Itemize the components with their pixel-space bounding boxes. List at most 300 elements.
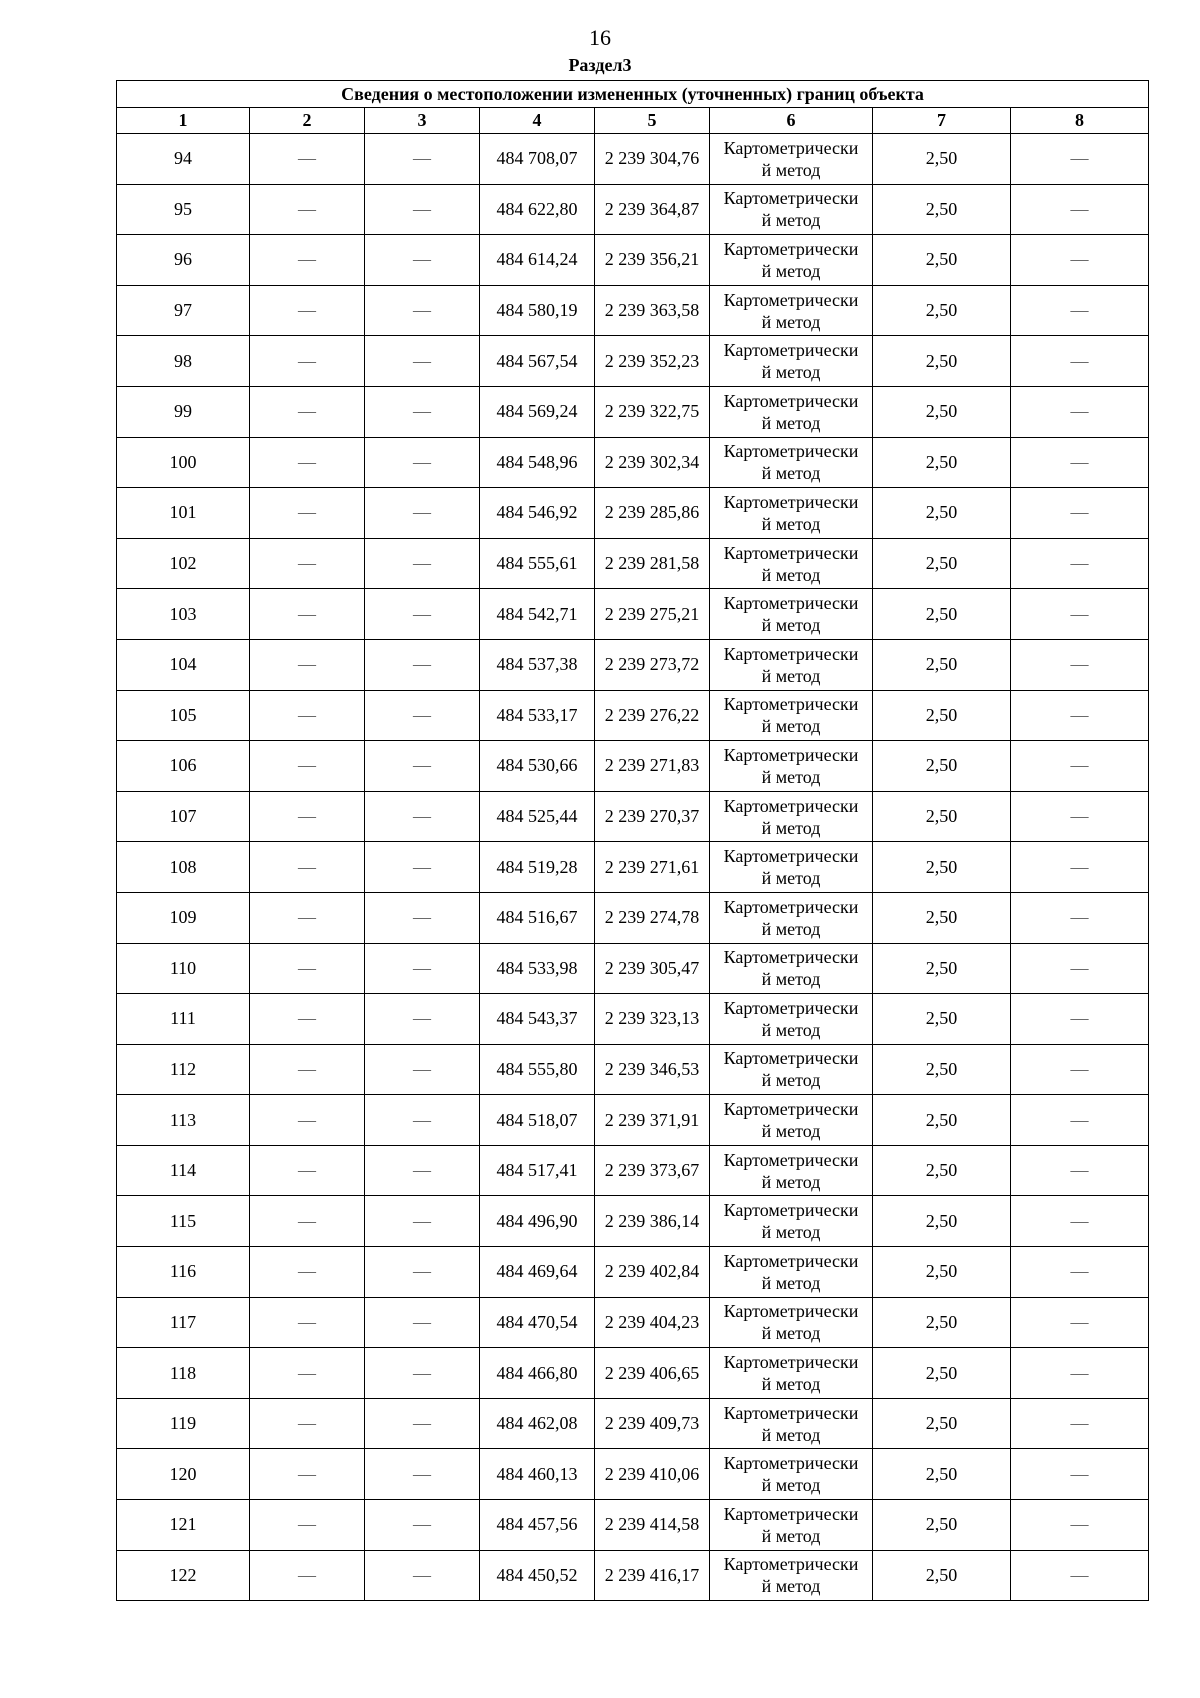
method-text-line-2: й метод — [761, 1374, 821, 1395]
y-coordinate-cell: 2 239 386,14 — [595, 1196, 710, 1247]
accuracy-cell: 2,50 — [873, 1247, 1011, 1298]
y-coordinate-cell: 2 239 281,58 — [595, 538, 710, 589]
point-number-cell: 102 — [117, 538, 250, 589]
column-2-cell: — — [250, 639, 365, 690]
column-3-cell: — — [365, 943, 480, 994]
method-cell — [710, 943, 873, 994]
table-row — [117, 1550, 1149, 1601]
table-row — [117, 1348, 1149, 1399]
column-2-cell: — — [250, 892, 365, 943]
method-cell — [710, 1145, 873, 1196]
x-coordinate-cell: 484 469,64 — [480, 1247, 595, 1298]
method-cell — [710, 1247, 873, 1298]
x-coordinate-cell: 484 533,98 — [480, 943, 595, 994]
method-text-line-1: Картометрически — [723, 947, 859, 968]
column-3-cell: — — [365, 741, 480, 792]
point-number-cell: 109 — [117, 892, 250, 943]
column-number: 6 — [710, 108, 873, 134]
x-coordinate-cell: 484 555,61 — [480, 538, 595, 589]
accuracy-cell: 2,50 — [873, 741, 1011, 792]
table-caption-row — [117, 81, 1149, 108]
page-number: 16 — [589, 25, 611, 50]
point-number-cell: 103 — [117, 589, 250, 640]
method-text-line-1: Картометрически — [723, 593, 859, 614]
method-cell — [710, 690, 873, 741]
accuracy-cell: 2,50 — [873, 943, 1011, 994]
y-coordinate-cell: 2 239 402,84 — [595, 1247, 710, 1298]
column-3-cell: — — [365, 639, 480, 690]
method-text-line-1: Картометрически — [723, 441, 859, 462]
accuracy-cell: 2,50 — [873, 488, 1011, 539]
column-2-cell: — — [250, 285, 365, 336]
accuracy-cell: 2,50 — [873, 437, 1011, 488]
method-text-line-1: Картометрически — [723, 491, 859, 512]
column-3-cell: — — [365, 1398, 480, 1449]
column-8-cell: — — [1011, 1348, 1149, 1399]
method-text-line-2: й метод — [761, 1019, 821, 1040]
point-number-cell: 116 — [117, 1247, 250, 1298]
table-row — [117, 184, 1149, 235]
column-8-cell: — — [1011, 336, 1149, 387]
method-cell — [710, 386, 873, 437]
table-row — [117, 994, 1149, 1045]
point-number-cell: 97 — [117, 285, 250, 336]
accuracy-cell: 2,50 — [873, 386, 1011, 437]
column-2-cell: — — [250, 386, 365, 437]
method-text-line-1: Картометрически — [723, 896, 859, 917]
x-coordinate-cell: 484 555,80 — [480, 1044, 595, 1095]
column-2-cell: — — [250, 1398, 365, 1449]
table-row — [117, 1145, 1149, 1196]
column-3-cell: — — [365, 994, 480, 1045]
column-8-cell: — — [1011, 488, 1149, 539]
method-text-line-1: Картометрически — [723, 542, 859, 563]
point-number-cell: 98 — [117, 336, 250, 387]
x-coordinate-cell: 484 466,80 — [480, 1348, 595, 1399]
method-cell — [710, 1297, 873, 1348]
column-2-cell: — — [250, 690, 365, 741]
accuracy-cell: 2,50 — [873, 1348, 1011, 1399]
column-2-cell: — — [250, 488, 365, 539]
method-text-line-1: Картометрически — [723, 1301, 859, 1322]
y-coordinate-cell: 2 239 275,21 — [595, 589, 710, 640]
table-row — [117, 1247, 1149, 1298]
x-coordinate-cell: 484 533,17 — [480, 690, 595, 741]
column-2-cell: — — [250, 1095, 365, 1146]
column-2-cell: — — [250, 943, 365, 994]
x-coordinate-cell: 484 542,71 — [480, 589, 595, 640]
column-8-cell: — — [1011, 285, 1149, 336]
table-row — [117, 791, 1149, 842]
accuracy-cell: 2,50 — [873, 1449, 1011, 1500]
method-text-line-1: Картометрически — [723, 238, 859, 259]
x-coordinate-cell: 484 516,67 — [480, 892, 595, 943]
method-text-line-2: й метод — [761, 1171, 821, 1192]
accuracy-cell: 2,50 — [873, 1095, 1011, 1146]
method-cell — [710, 1550, 873, 1601]
method-cell — [710, 488, 873, 539]
column-2-cell: — — [250, 791, 365, 842]
table-row — [117, 1398, 1149, 1449]
method-text-line-1: Картометрически — [723, 289, 859, 310]
x-coordinate-cell: 484 517,41 — [480, 1145, 595, 1196]
point-number-cell: 106 — [117, 741, 250, 792]
column-3-cell: — — [365, 235, 480, 286]
method-text-line-2: й метод — [761, 412, 821, 433]
y-coordinate-cell: 2 239 270,37 — [595, 791, 710, 842]
accuracy-cell: 2,50 — [873, 1196, 1011, 1247]
accuracy-cell: 2,50 — [873, 134, 1011, 185]
method-text-line-2: й метод — [761, 1525, 821, 1546]
method-text-line-1: Картометрически — [723, 1099, 859, 1120]
accuracy-cell: 2,50 — [873, 285, 1011, 336]
column-number: 4 — [480, 108, 595, 134]
column-2-cell: — — [250, 1348, 365, 1399]
point-number-cell: 114 — [117, 1145, 250, 1196]
column-3-cell: — — [365, 589, 480, 640]
method-text-line-2: й метод — [761, 918, 821, 939]
accuracy-cell: 2,50 — [873, 1145, 1011, 1196]
method-text-line-2: й метод — [761, 1576, 821, 1597]
y-coordinate-cell: 2 239 276,22 — [595, 690, 710, 741]
method-text-line-1: Картометрически — [723, 643, 859, 664]
method-text-line-2: й метод — [761, 1222, 821, 1243]
method-text-line-1: Картометрически — [723, 1453, 859, 1474]
column-3-cell: — — [365, 336, 480, 387]
column-3-cell: — — [365, 134, 480, 185]
y-coordinate-cell: 2 239 285,86 — [595, 488, 710, 539]
method-cell — [710, 235, 873, 286]
table-row — [117, 538, 1149, 589]
x-coordinate-cell: 484 548,96 — [480, 437, 595, 488]
column-8-cell: — — [1011, 892, 1149, 943]
column-3-cell: — — [365, 1095, 480, 1146]
y-coordinate-cell: 2 239 304,76 — [595, 134, 710, 185]
table-body — [117, 134, 1149, 1601]
y-coordinate-cell: 2 239 322,75 — [595, 386, 710, 437]
column-number: 8 — [1011, 108, 1149, 134]
accuracy-cell: 2,50 — [873, 892, 1011, 943]
y-coordinate-cell: 2 239 346,53 — [595, 1044, 710, 1095]
column-8-cell: — — [1011, 1297, 1149, 1348]
method-text-line-2: й метод — [761, 260, 821, 281]
method-text-line-1: Картометрически — [723, 1554, 859, 1575]
column-8-cell: — — [1011, 1449, 1149, 1500]
method-cell — [710, 1348, 873, 1399]
method-text-line-2: й метод — [761, 159, 821, 180]
method-text-line-1: Картометрически — [723, 1250, 859, 1271]
accuracy-cell: 2,50 — [873, 1398, 1011, 1449]
column-3-cell: — — [365, 892, 480, 943]
column-2-cell: — — [250, 1500, 365, 1551]
column-8-cell: — — [1011, 994, 1149, 1045]
column-2-cell: — — [250, 1044, 365, 1095]
method-cell — [710, 336, 873, 387]
y-coordinate-cell: 2 239 363,58 — [595, 285, 710, 336]
column-3-cell: — — [365, 437, 480, 488]
method-cell — [710, 791, 873, 842]
table-row — [117, 285, 1149, 336]
method-text-line-2: й метод — [761, 1121, 821, 1142]
method-text-line-1: Картометрически — [723, 795, 859, 816]
accuracy-cell: 2,50 — [873, 1550, 1011, 1601]
method-cell — [710, 437, 873, 488]
column-2-cell: — — [250, 1449, 365, 1500]
x-coordinate-cell: 484 569,24 — [480, 386, 595, 437]
column-2-cell: — — [250, 741, 365, 792]
accuracy-cell: 2,50 — [873, 589, 1011, 640]
column-number: 2 — [250, 108, 365, 134]
y-coordinate-cell: 2 239 364,87 — [595, 184, 710, 235]
table-row — [117, 639, 1149, 690]
point-number-cell: 121 — [117, 1500, 250, 1551]
column-8-cell: — — [1011, 1196, 1149, 1247]
point-number-cell: 95 — [117, 184, 250, 235]
method-text-line-2: й метод — [761, 1475, 821, 1496]
x-coordinate-cell: 484 496,90 — [480, 1196, 595, 1247]
table-row — [117, 488, 1149, 539]
point-number-cell: 96 — [117, 235, 250, 286]
point-number-cell: 119 — [117, 1398, 250, 1449]
y-coordinate-cell: 2 239 406,65 — [595, 1348, 710, 1399]
y-coordinate-cell: 2 239 352,23 — [595, 336, 710, 387]
x-coordinate-cell: 484 462,08 — [480, 1398, 595, 1449]
x-coordinate-cell: 484 567,54 — [480, 336, 595, 387]
point-number-cell: 104 — [117, 639, 250, 690]
method-text-line-2: й метод — [761, 564, 821, 585]
method-text-line-1: Картометрически — [723, 1200, 859, 1221]
method-text-line-1: Картометрически — [723, 1048, 859, 1069]
x-coordinate-cell: 484 546,92 — [480, 488, 595, 539]
method-cell — [710, 842, 873, 893]
accuracy-cell: 2,50 — [873, 538, 1011, 589]
y-coordinate-cell: 2 239 323,13 — [595, 994, 710, 1045]
column-3-cell: — — [365, 842, 480, 893]
accuracy-cell: 2,50 — [873, 791, 1011, 842]
column-8-cell: — — [1011, 235, 1149, 286]
column-8-cell: — — [1011, 134, 1149, 185]
point-number-cell: 100 — [117, 437, 250, 488]
method-cell — [710, 285, 873, 336]
point-number-cell: 108 — [117, 842, 250, 893]
column-8-cell: — — [1011, 538, 1149, 589]
method-text-line-2: й метод — [761, 766, 821, 787]
column-2-cell: — — [250, 1297, 365, 1348]
method-text-line-1: Картометрически — [723, 1503, 859, 1524]
accuracy-cell: 2,50 — [873, 842, 1011, 893]
column-3-cell: — — [365, 1500, 480, 1551]
column-3-cell: — — [365, 1348, 480, 1399]
x-coordinate-cell: 484 580,19 — [480, 285, 595, 336]
accuracy-cell: 2,50 — [873, 1297, 1011, 1348]
column-2-cell: — — [250, 336, 365, 387]
y-coordinate-cell: 2 239 271,83 — [595, 741, 710, 792]
accuracy-cell: 2,50 — [873, 235, 1011, 286]
table-row — [117, 386, 1149, 437]
y-coordinate-cell: 2 239 273,72 — [595, 639, 710, 690]
y-coordinate-cell: 2 239 404,23 — [595, 1297, 710, 1348]
x-coordinate-cell: 484 622,80 — [480, 184, 595, 235]
method-text-line-2: й метод — [761, 716, 821, 737]
x-coordinate-cell: 484 614,24 — [480, 235, 595, 286]
column-2-cell: — — [250, 589, 365, 640]
x-coordinate-cell: 484 450,52 — [480, 1550, 595, 1601]
method-cell — [710, 1196, 873, 1247]
column-number: 3 — [365, 108, 480, 134]
table-row — [117, 943, 1149, 994]
column-number: 7 — [873, 108, 1011, 134]
method-text-line-2: й метод — [761, 1323, 821, 1344]
method-text-line-1: Картометрически — [723, 390, 859, 411]
table-row — [117, 1095, 1149, 1146]
table-row — [117, 589, 1149, 640]
column-3-cell: — — [365, 791, 480, 842]
method-cell — [710, 134, 873, 185]
boundary-coordinates-table — [116, 80, 1149, 1601]
column-8-cell: — — [1011, 184, 1149, 235]
point-number-cell: 120 — [117, 1449, 250, 1500]
method-text-line-2: й метод — [761, 1424, 821, 1445]
accuracy-cell: 2,50 — [873, 994, 1011, 1045]
y-coordinate-cell: 2 239 410,06 — [595, 1449, 710, 1500]
method-text-line-2: й метод — [761, 969, 821, 990]
column-3-cell: — — [365, 1449, 480, 1500]
column-8-cell: — — [1011, 741, 1149, 792]
table-row — [117, 336, 1149, 387]
column-8-cell: — — [1011, 943, 1149, 994]
x-coordinate-cell: 484 525,44 — [480, 791, 595, 842]
y-coordinate-cell: 2 239 416,17 — [595, 1550, 710, 1601]
column-3-cell: — — [365, 538, 480, 589]
column-3-cell: — — [365, 690, 480, 741]
point-number-cell: 122 — [117, 1550, 250, 1601]
column-8-cell: — — [1011, 1145, 1149, 1196]
point-number-cell: 105 — [117, 690, 250, 741]
table-caption: Сведения о местоположении измененных (уточненных) границ объекта — [117, 81, 1149, 108]
column-8-cell: — — [1011, 791, 1149, 842]
column-3-cell: — — [365, 1044, 480, 1095]
method-text-line-1: Картометрически — [723, 137, 859, 158]
y-coordinate-cell: 2 239 371,91 — [595, 1095, 710, 1146]
table-row — [117, 690, 1149, 741]
accuracy-cell: 2,50 — [873, 639, 1011, 690]
x-coordinate-cell: 484 518,07 — [480, 1095, 595, 1146]
column-2-cell: — — [250, 538, 365, 589]
x-coordinate-cell: 484 470,54 — [480, 1297, 595, 1348]
method-text-line-2: й метод — [761, 463, 821, 484]
method-cell — [710, 639, 873, 690]
column-2-cell: — — [250, 184, 365, 235]
column-2-cell: — — [250, 437, 365, 488]
table-row — [117, 741, 1149, 792]
method-cell — [710, 1095, 873, 1146]
y-coordinate-cell: 2 239 409,73 — [595, 1398, 710, 1449]
table-row — [117, 134, 1149, 185]
method-cell — [710, 994, 873, 1045]
column-8-cell: — — [1011, 1247, 1149, 1298]
column-8-cell: — — [1011, 1500, 1149, 1551]
point-number-cell: 99 — [117, 386, 250, 437]
table-row — [117, 1500, 1149, 1551]
x-coordinate-cell: 484 457,56 — [480, 1500, 595, 1551]
point-number-cell: 110 — [117, 943, 250, 994]
x-coordinate-cell: 484 537,38 — [480, 639, 595, 690]
method-cell — [710, 741, 873, 792]
accuracy-cell: 2,50 — [873, 1500, 1011, 1551]
column-8-cell: — — [1011, 639, 1149, 690]
table-row — [117, 1449, 1149, 1500]
method-text-line-1: Картометрически — [723, 744, 859, 765]
accuracy-cell: 2,50 — [873, 1044, 1011, 1095]
point-number-cell: 111 — [117, 994, 250, 1045]
section-title: Раздел3 — [568, 55, 632, 75]
accuracy-cell: 2,50 — [873, 184, 1011, 235]
table-row — [117, 842, 1149, 893]
method-cell — [710, 1449, 873, 1500]
method-text-line-1: Картометрически — [723, 340, 859, 361]
method-text-line-2: й метод — [761, 665, 821, 686]
point-number-cell: 112 — [117, 1044, 250, 1095]
column-8-cell: — — [1011, 589, 1149, 640]
method-cell — [710, 538, 873, 589]
column-3-cell: — — [365, 1196, 480, 1247]
method-text-line-2: й метод — [761, 1070, 821, 1091]
y-coordinate-cell: 2 239 302,34 — [595, 437, 710, 488]
column-2-cell: — — [250, 1247, 365, 1298]
table-row — [117, 892, 1149, 943]
point-number-cell: 117 — [117, 1297, 250, 1348]
method-text-line-1: Картометрически — [723, 1149, 859, 1170]
y-coordinate-cell: 2 239 414,58 — [595, 1500, 710, 1551]
column-2-cell: — — [250, 1145, 365, 1196]
point-number-cell: 101 — [117, 488, 250, 539]
column-2-cell: — — [250, 1196, 365, 1247]
column-number: 5 — [595, 108, 710, 134]
column-8-cell: — — [1011, 1398, 1149, 1449]
column-3-cell: — — [365, 386, 480, 437]
column-8-cell: — — [1011, 690, 1149, 741]
column-number-row — [117, 108, 1149, 134]
table-row — [117, 1044, 1149, 1095]
method-cell — [710, 1044, 873, 1095]
column-8-cell: — — [1011, 842, 1149, 893]
y-coordinate-cell: 2 239 356,21 — [595, 235, 710, 286]
column-2-cell: — — [250, 994, 365, 1045]
method-text-line-1: Картометрически — [723, 1402, 859, 1423]
column-3-cell: — — [365, 1550, 480, 1601]
point-number-cell: 118 — [117, 1348, 250, 1399]
x-coordinate-cell: 484 460,13 — [480, 1449, 595, 1500]
method-text-line-2: й метод — [761, 210, 821, 231]
y-coordinate-cell: 2 239 305,47 — [595, 943, 710, 994]
method-cell — [710, 589, 873, 640]
point-number-cell: 115 — [117, 1196, 250, 1247]
table-row — [117, 437, 1149, 488]
column-8-cell: — — [1011, 1044, 1149, 1095]
method-text-line-1: Картометрически — [723, 694, 859, 715]
method-text-line-2: й метод — [761, 362, 821, 383]
column-3-cell: — — [365, 184, 480, 235]
method-text-line-2: й метод — [761, 513, 821, 534]
column-8-cell: — — [1011, 386, 1149, 437]
table-row — [117, 1196, 1149, 1247]
method-cell — [710, 184, 873, 235]
x-coordinate-cell: 484 708,07 — [480, 134, 595, 185]
column-8-cell: — — [1011, 437, 1149, 488]
column-3-cell: — — [365, 1247, 480, 1298]
column-3-cell: — — [365, 285, 480, 336]
column-2-cell: — — [250, 842, 365, 893]
